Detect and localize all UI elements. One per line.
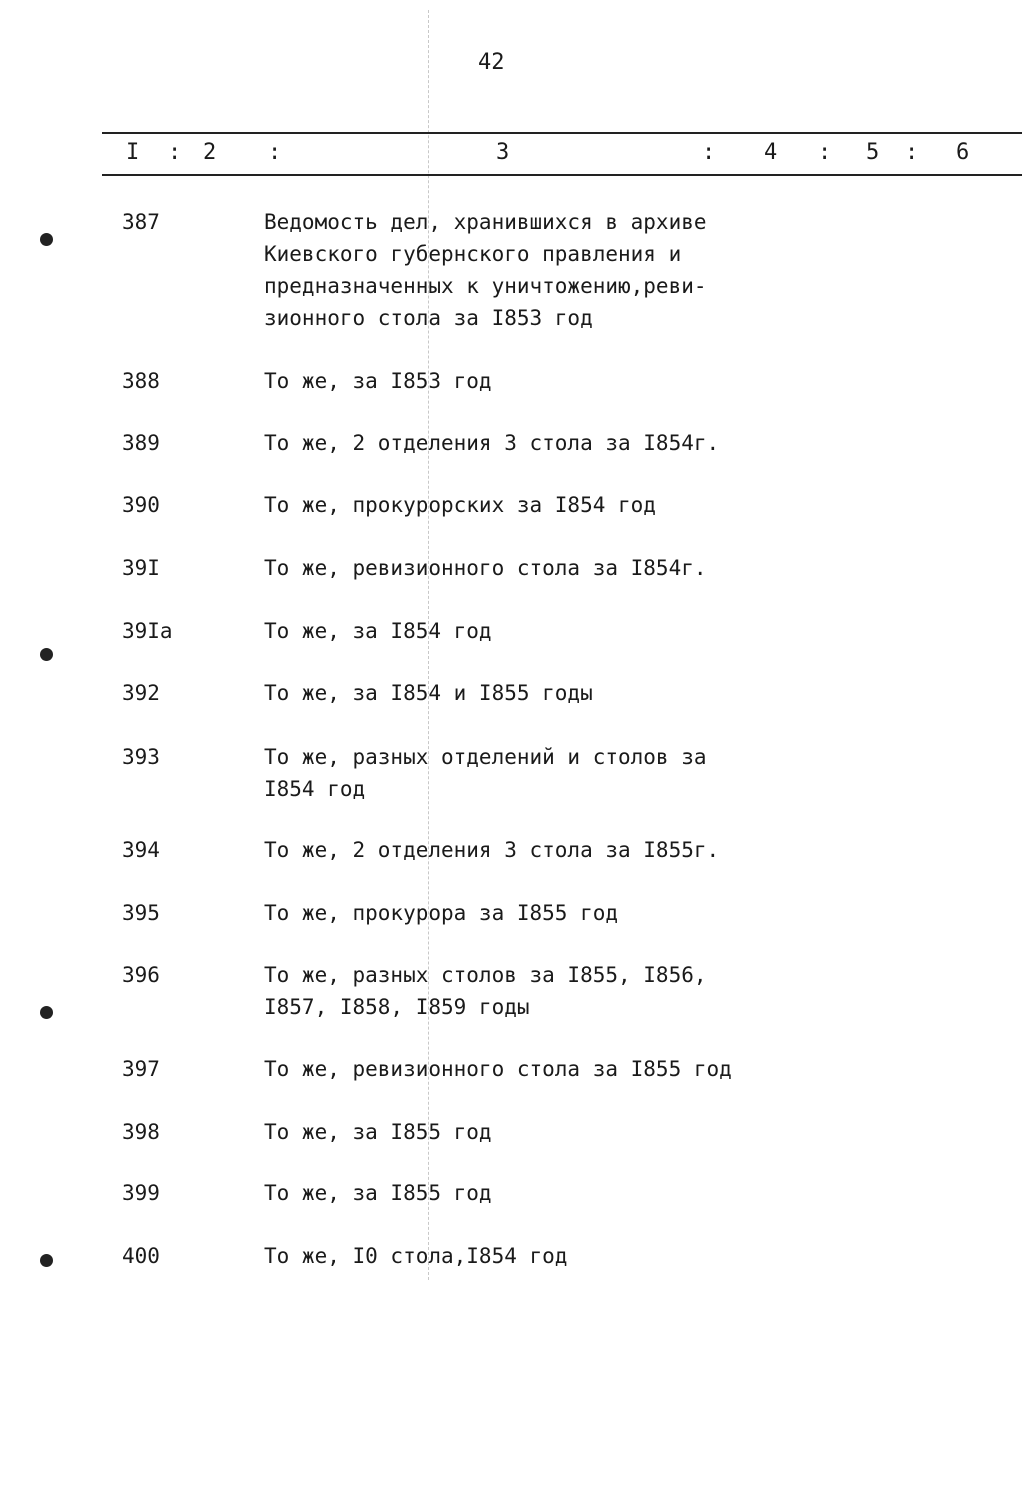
entry-description: То же, 2 отделения 3 стола за I854г. [264, 431, 720, 455]
entry-number: 387 [122, 210, 160, 234]
header-col-5: 5 [866, 140, 880, 165]
header-sep-2: : [268, 140, 282, 165]
entry-number: 395 [122, 901, 160, 925]
entry-number: 397 [122, 1057, 160, 1081]
header-col-4: 4 [764, 140, 778, 165]
header-top-rule [102, 132, 1022, 134]
entry-description: То же, за I854 год [264, 619, 492, 643]
header-col-3: 3 [496, 140, 510, 165]
entry-number: 400 [122, 1244, 160, 1268]
entry-description: То же, 2 отделения 3 стола за I855г. [264, 838, 720, 862]
entry-description: То же, за I855 год [264, 1181, 492, 1205]
entry-description: То же, за I855 год [264, 1120, 492, 1144]
punch-hole-mark [40, 1254, 53, 1267]
header-sep-3: : [702, 140, 716, 165]
entry-number: 393 [122, 745, 160, 769]
entry-number: 390 [122, 493, 160, 517]
header-col-2: 2 [203, 140, 217, 165]
entry-number: 389 [122, 431, 160, 455]
page-number: 42 [478, 50, 505, 75]
entry-description: То же, за I854 и I855 годы [264, 681, 593, 705]
entry-number: 396 [122, 963, 160, 987]
entry-description: Ведомость дел, хранившихся в архиве Киевского губернского правления и предназначенных к уничтожению,реви- зионного стола за I853 год [264, 210, 707, 330]
entry-number: 388 [122, 369, 160, 393]
entry-description: То же, I0 стола,I854 год [264, 1244, 568, 1268]
entry-number: 39I [122, 556, 160, 580]
table-header [0, 140, 1024, 168]
entry-description: То же, прокурора за I855 год [264, 901, 619, 925]
entry-description: То же, ревизионного стола за I854г. [264, 556, 707, 580]
punch-hole-mark [40, 233, 53, 246]
header-bottom-rule [102, 174, 1022, 176]
entry-description: То же, разных отделений и столов за I854 год [264, 745, 707, 801]
entry-number: 392 [122, 681, 160, 705]
header-sep-5: : [905, 140, 919, 165]
punch-hole-mark [40, 1006, 53, 1019]
header-sep-1: : [168, 140, 182, 165]
entry-description: То же, разных столов за I855, I856, I857, I858, I859 годы [264, 963, 707, 1019]
entry-description: То же, прокурорских за I854 год [264, 493, 656, 517]
entry-number: 398 [122, 1120, 160, 1144]
entry-description: То же, ревизионного стола за I855 год [264, 1057, 732, 1081]
punch-hole-mark [40, 648, 53, 661]
entry-number: 394 [122, 838, 160, 862]
header-col-6: 6 [956, 140, 970, 165]
entry-number: 399 [122, 1181, 160, 1205]
entry-number: 39Iа [122, 619, 173, 643]
header-sep-4: : [818, 140, 832, 165]
header-col-1: I [126, 140, 140, 165]
entry-description: То же, за I853 год [264, 369, 492, 393]
